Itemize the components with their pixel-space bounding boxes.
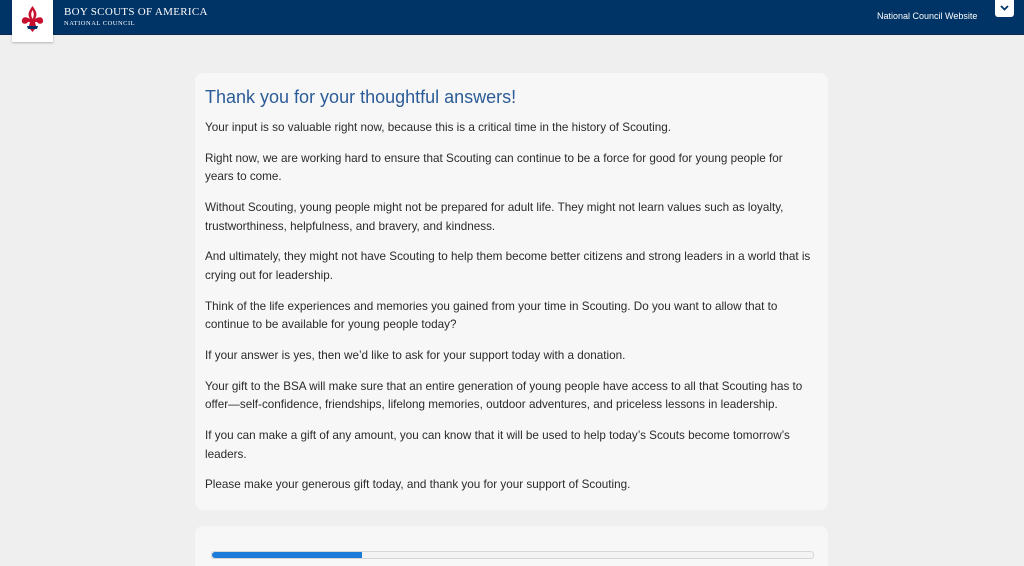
org-name: BOY SCOUTS OF AMERICA [64, 6, 208, 18]
menu-toggle-button[interactable] [995, 0, 1014, 17]
org-subtitle: NATIONAL COUNCIL [64, 20, 136, 27]
progress-card [195, 526, 828, 566]
message-paragraph: If your answer is yes, then we’d like to ask for your support today with a donation. [205, 348, 626, 362]
message-paragraph: If you can make a gift of any amount, you can know that it will be used to help today’s Scouts become tomorrow’s leaders. [205, 429, 790, 461]
message-body [205, 119, 813, 507]
progress-bar [211, 551, 814, 559]
message-paragraph: Without Scouting, young people might not be prepared for adult life. They might not learn values such as loyalty, trustworthiness, helpfulness, and bravery, and kindness. [205, 201, 784, 233]
message-paragraph: Please make your generous gift today, and thank you for your support of Scouting. [205, 478, 631, 492]
message-paragraph: Think of the life experiences and memories you gained from your time in Scouting. Do you want to allow that to continue to be available for young people today? [205, 299, 778, 332]
message-paragraph: Your input is so valuable right now, because this is a critical time in the history of Scouting. [205, 121, 672, 134]
progress-bar-fill [212, 552, 362, 558]
message-paragraph: And ultimately, they might not have Scouting to help them become better citizens and strong leaders in a world that is crying out for leadership. [205, 250, 811, 282]
bsa-logo[interactable] [12, 0, 53, 42]
message-paragraph: Right now, we are working hard to ensure that Scouting can continue to be a force for good for young people for years to come. [205, 151, 783, 184]
message-paragraph: Your gift to the BSA will make sure that an entire generation of young people have access to all that Scouting has to offer—self-confidence, friendships, lifelong memories, outdoor adventures, and priceless lessons in leadership. [205, 379, 803, 412]
thank-you-card [195, 73, 828, 510]
national-council-website-link[interactable]: National Council Website [877, 11, 978, 21]
top-header-bar [0, 0, 1024, 35]
page-title: Thank you for your thoughtful answers! [205, 87, 517, 107]
